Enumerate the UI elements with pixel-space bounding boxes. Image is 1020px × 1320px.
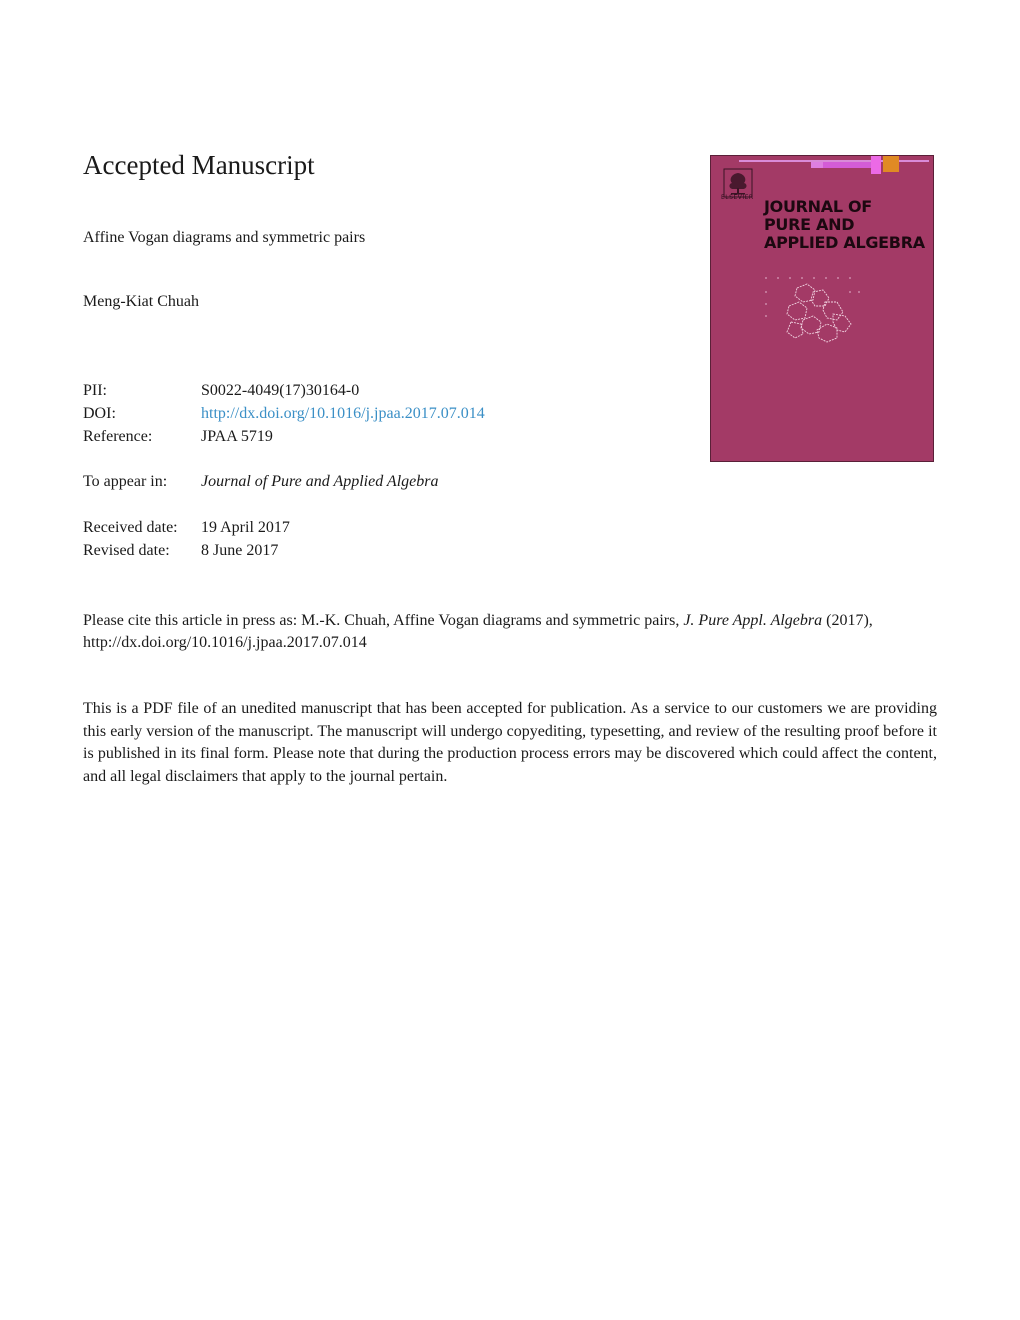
citation-journal: J. Pure Appl. Algebra (683, 612, 823, 629)
revised-value: 8 June 2017 (201, 542, 279, 559)
pii-label: PII: (83, 382, 107, 399)
cover-accent-block-orange (883, 156, 899, 172)
cover-accent-block (871, 156, 881, 174)
cover-knot-graphic-icon (761, 266, 871, 356)
cover-accent-block (811, 162, 823, 168)
cover-title (764, 198, 929, 252)
reference-label: Reference: (83, 428, 153, 445)
appear-value: Journal of Pure and Applied Algebra (201, 473, 439, 490)
article-title: Affine Vogan diagrams and symmetric pairs (83, 229, 366, 246)
citation-paragraph (83, 610, 937, 654)
doi-link[interactable]: http://dx.doi.org/10.1016/j.jpaa.2017.07.014 (201, 405, 485, 422)
revised-label: Revised date: (83, 542, 170, 559)
doi-label: DOI: (83, 405, 116, 422)
reference-value: JPAA 5719 (201, 428, 273, 445)
cover-title-line: JOURNAL OF (764, 197, 872, 216)
cover-title-line: PURE AND (764, 215, 855, 234)
publisher-logo-label: ELSEVIER (721, 194, 754, 201)
journal-cover (710, 155, 934, 462)
pii-value: S0022-4049(17)30164-0 (201, 382, 360, 399)
manuscript-notice: This is a PDF file of an unedited manuscript that has been accepted for publication. As a service to our customers we are providing this early version of the manuscript. The manuscript will undergo copyediting, typesetting, and review of the resulting proof before it is published in its final form. Please note that during the production process errors may be discovered which could affect the content, and all legal disclaimers that apply to the journal pertain. (83, 700, 937, 785)
citation-doi: http://dx.doi.org/10.1016/j.jpaa.2017.07.014 (83, 634, 367, 651)
received-value: 19 April 2017 (201, 519, 290, 536)
citation-prefix: Please cite this article in press as: M.-K. Chuah, Affine Vogan diagrams and symmetric pairs, (83, 612, 684, 629)
page-heading: Accepted Manuscript (83, 150, 315, 180)
received-label: Received date: (83, 519, 178, 536)
cover-accent-block (823, 162, 871, 168)
article-author: Meng-Kiat Chuah (83, 293, 199, 310)
citation-year: (2017), (822, 612, 873, 629)
cover-title-line: APPLIED ALGEBRA (764, 233, 925, 252)
appear-label: To appear in: (83, 473, 168, 490)
